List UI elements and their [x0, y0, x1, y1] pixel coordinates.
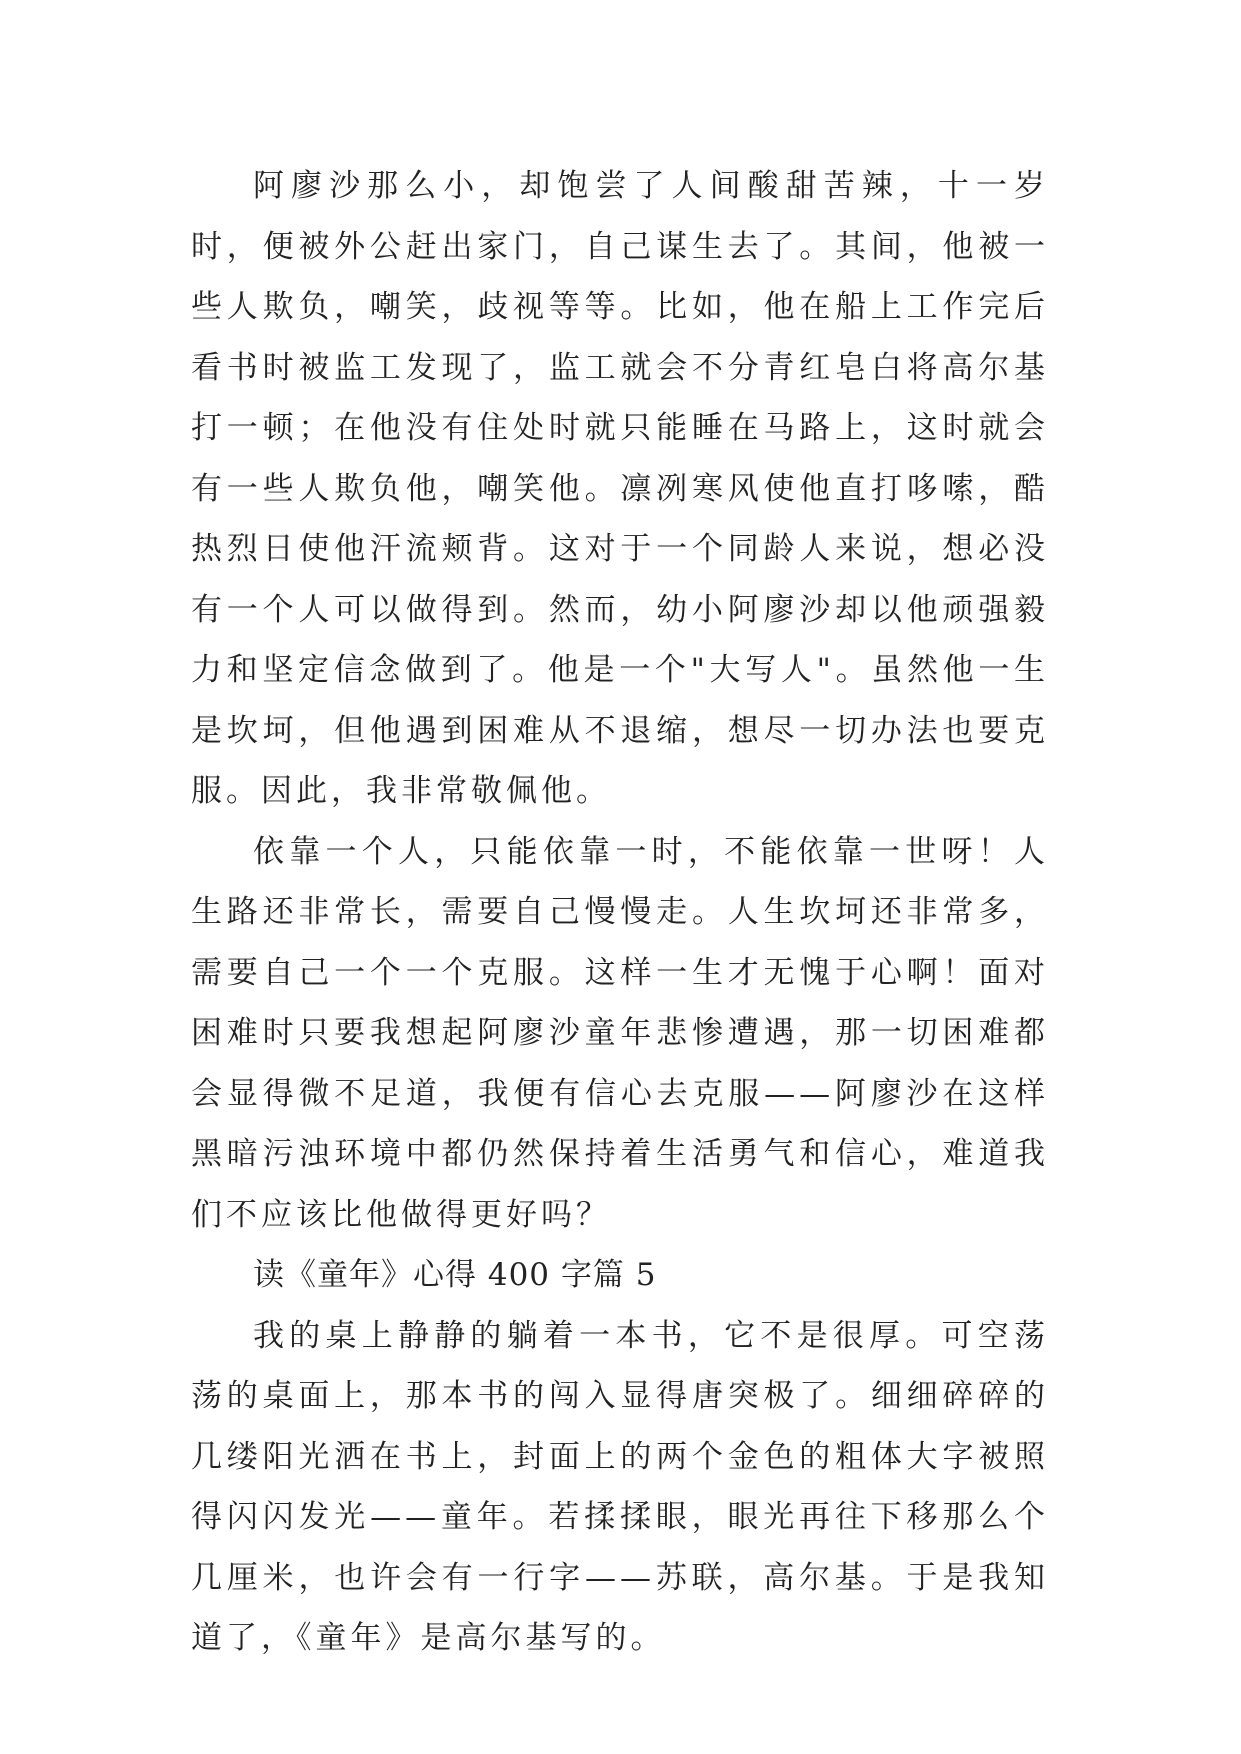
- document-body: [191, 156, 1049, 1669]
- paragraph-self-reliance: 依靠一个人，只能依靠一时，不能依靠一世呀！人生路还非常长，需要自己慢慢走。人生坎坷还非常多，需要自己一个一个克服。这样一生才无愧于心啊！面对困难时只要我想起阿廖沙童年悲惨遭遇，那一切困难都会显得微不足道，我便有信心去克服——阿廖沙在这样黑暗污浊环境中都仍然保持着生活勇气和信心，难道我们不应该比他做得更好吗？: [191, 833, 1049, 1233]
- paragraph-alyosha-hardship: 阿廖沙那么小，却饱尝了人间酸甜苦辣，十一岁时，便被外公赶出家门，自己谋生去了。其间，他被一些人欺负，嘲笑，歧视等等。比如，他在船上工作完后看书时被监工发现了，监工就会不分青红皂白将高尔基打一顿；在他没有住处时就只能睡在马路上，这时就会有一些人欺负他，嘲笑他。凛冽寒风使他直打哆嗦，酷热烈日使他汗流颊背。这对于一个同龄人来说，想必没有一个人可以做得到。然而，幼小阿廖沙却以他顽强毅力和坚定信念做到了。他是一个"大写人"。虽然他一生是坎坷，但他遇到困难从不退缩，想尽一切办法也要克服。因此，我非常敬佩他。: [191, 168, 1049, 809]
- paragraph-book-on-desk: 我的桌上静静的躺着一本书，它不是很厚。可空荡荡的桌面上，那本书的闯入显得唐突极了。细细碎碎的几缕阳光洒在书上，封面上的两个金色的粗体大字被照得闪闪发光——童年。若揉揉眼，眼光再往下移那么个几厘米，也许会有一行字——苏联，高尔基。于是我知道了，《童年》是高尔基写的。: [191, 1317, 1049, 1656]
- section-heading: 读《童年》心得 400 字篇 5: [253, 1257, 657, 1293]
